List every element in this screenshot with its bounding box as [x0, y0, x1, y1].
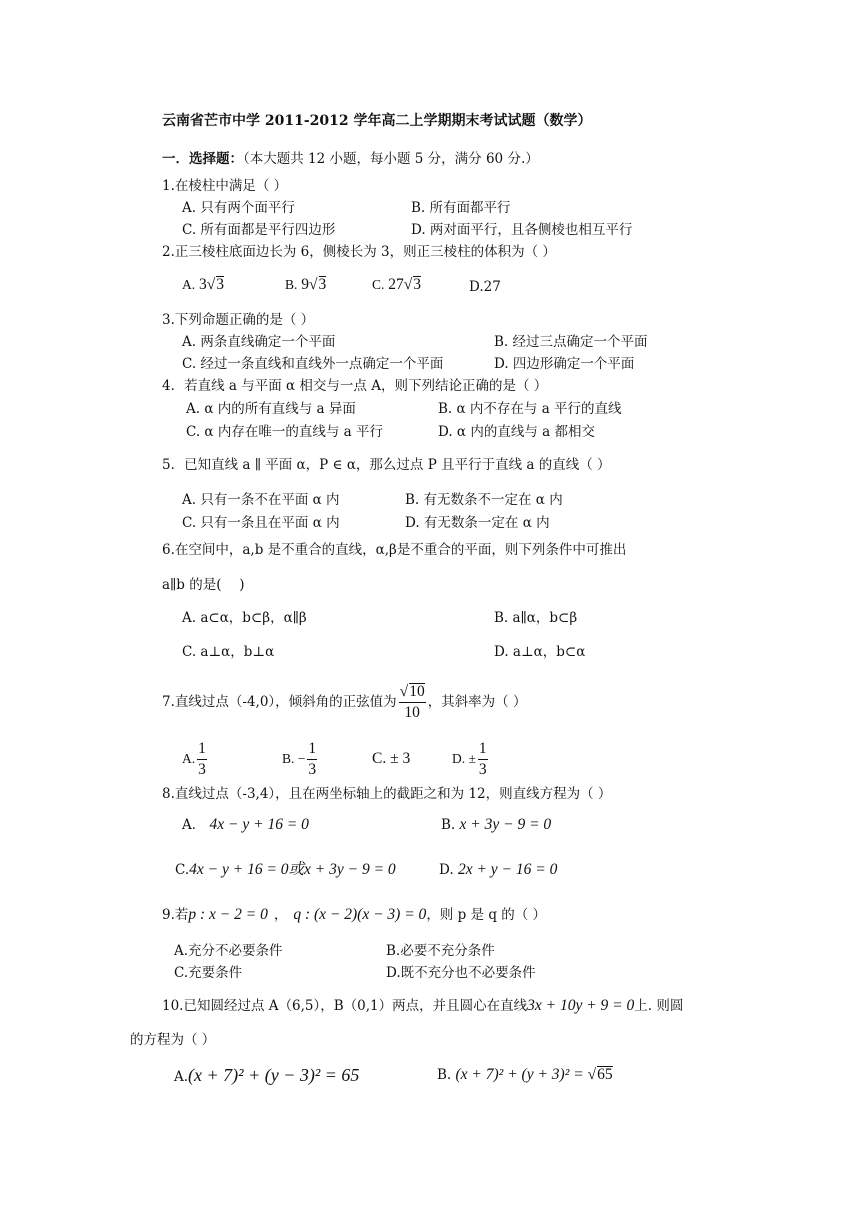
- section-header: [162, 150, 539, 168]
- q1-option-b: B. 所有面都平行: [411, 200, 511, 216]
- q9-stem-pre: 9.若: [162, 907, 189, 923]
- q2-option-a: A. 3√3: [182, 276, 225, 293]
- q8-c-equation: 4x − y + 16 = 0或x + 3y − 9 = 0: [189, 861, 396, 878]
- q5-option-b: B. 有无数条不一定在 α 内: [405, 492, 563, 508]
- q3-stem: 3.下列命题正确的是（ ）: [162, 312, 315, 328]
- q1-option-a: A. 只有两个面平行: [182, 200, 295, 216]
- q2-b-radicand: 3: [318, 276, 327, 293]
- q1-stem: 1.在棱柱中满足（ ）: [162, 178, 288, 194]
- q2-c-label: C.: [372, 277, 385, 292]
- q8-option-c: [175, 861, 396, 879]
- q7-frac-num: 10: [409, 683, 425, 700]
- q8-d-equation: 2x + y − 16 = 0: [457, 861, 558, 878]
- q10-stem: [162, 997, 683, 1015]
- q6-option-d: D. a⊥α，b⊂α: [494, 644, 586, 660]
- q2-a-coef: 3: [199, 276, 207, 293]
- q4-option-b: B. α 内不存在与 a 平行的直线: [438, 401, 622, 417]
- page-title: 云南省芒市中学 2011-2012 学年高二上学期期末考试试题（数学）: [162, 113, 592, 129]
- q7-a-label: A.: [182, 751, 196, 766]
- q10-a-label: A.: [174, 1069, 189, 1085]
- q1-option-c: C. 所有面都是平行四边形: [182, 222, 336, 238]
- q5-option-d: D. 有无数条一定在 α 内: [405, 515, 550, 531]
- q7-option-a: [182, 737, 209, 781]
- q7-d-fraction: [478, 739, 488, 780]
- q7-a-fraction: [197, 739, 207, 780]
- q10-line-equation: 3x + 10y + 9 = 0: [527, 997, 635, 1014]
- section-note: （本大题共 12 小题，每小题 5 分，满分 60 分.）: [243, 151, 539, 167]
- q4-stem: 4．若直线 a 与平面 α 相交与一点 A，则下列结论正确的是（ ）: [162, 378, 548, 394]
- q10-option-a: [174, 1066, 359, 1086]
- q6-stem: 6.在空间中，a,b 是不重合的直线，α,β是不重合的平面，则下列条件中可推出: [162, 542, 627, 558]
- q9-option-a: A.充分不必要条件: [174, 943, 283, 959]
- q3-option-a: A. 两条直线确定一个平面: [182, 334, 336, 350]
- q9-stem: [162, 906, 546, 924]
- q2-b-label: B.: [285, 277, 298, 292]
- q9-p-equation: p : x − 2 = 0: [188, 906, 268, 923]
- q10-stem-continued: 的方程为（ ）: [130, 1032, 216, 1048]
- q9-q-equation: q : (x − 2)(x − 3) = 0: [293, 906, 427, 923]
- q8-option-a: [182, 816, 309, 834]
- q1-option-d: D. 两对面平行，且各侧棱也相互平行: [411, 222, 633, 238]
- q7-option-c: C. ± 3: [372, 750, 411, 767]
- q8-a-label: A．: [182, 817, 206, 833]
- q10-option-b: B. (x + 7)² + (y + 3)² = √65: [437, 1066, 613, 1083]
- q4-option-c: C. α 内存在唯一的直线与 a 平行: [186, 424, 383, 440]
- q9-stem-post: ，则 p 是 q 的（ ）: [426, 907, 547, 923]
- q7-b-num: 1: [307, 739, 317, 760]
- q3-option-d: D. 四边形确定一个平面: [494, 356, 635, 372]
- q6-option-a: A. a⊂α，b⊂β，α∥β: [182, 610, 307, 626]
- q7-stem-post: ，其斜率为（ ）: [427, 694, 527, 710]
- q2-a-radicand: 3: [216, 276, 225, 293]
- q7-b-den: 3: [308, 760, 317, 778]
- q2-option-b: B. 9√3: [285, 276, 327, 293]
- q3-option-b: B. 经过三点确定一个平面: [494, 334, 648, 350]
- q7-sine-fraction: $\frac{√10}{10}$: [399, 683, 425, 721]
- q4-option-a: A. α 内的所有直线与 a 异面: [186, 401, 356, 417]
- q2-a-label: A.: [182, 277, 196, 292]
- q5-stem: 5．已知直线 a ∥ 平面 α，P ∈ α，那么过点 P 且平行于直线 a 的直线（ ）: [162, 457, 611, 473]
- q8-stem: 8.直线过点（-3,4），且在两坐标轴上的截距之和为 12，则直线方程为（ ）: [162, 786, 612, 802]
- q7-b-fraction: [307, 739, 317, 780]
- q2-c-radicand: 3: [413, 276, 422, 293]
- q10-b-radicand: 65: [597, 1066, 613, 1083]
- q9-option-d: D.既不充分也不必要条件: [386, 965, 536, 981]
- q9-option-c: C.充要条件: [174, 965, 243, 981]
- q6-stem-continued: a∥b 的是( ): [162, 577, 245, 593]
- q8-b-label: B.: [441, 817, 456, 833]
- q7-frac-den: 10: [404, 704, 420, 721]
- q8-option-b: [441, 816, 551, 834]
- q9-option-b: B.必要不充分条件: [386, 943, 495, 959]
- q2-b-coef: 9: [301, 276, 310, 293]
- q8-a-equation: 4x − y + 16 = 0: [209, 816, 309, 833]
- section-heading: 一．选择题：: [162, 151, 243, 167]
- q5-option-c: C. 只有一条且在平面 α 内: [182, 515, 340, 531]
- q7-d-den: 3: [478, 760, 487, 778]
- q7-a-num: 1: [197, 739, 207, 760]
- q8-b-equation: x + 3y − 9 = 0: [459, 816, 552, 833]
- q8-d-label: D.: [439, 862, 454, 878]
- q7-d-label: D. ±: [452, 751, 476, 766]
- q10-stem-post: 上. 则圆: [634, 998, 684, 1014]
- q7-stem-pre: 7.直线过点（-4,0），倾斜角的正弦值为: [162, 694, 397, 710]
- q7-a-den: 3: [198, 760, 206, 778]
- q7-option-b: [282, 737, 319, 781]
- q2-option-d: D.27: [469, 279, 501, 295]
- q2-stem: 2.正三棱柱底面边长为 6，侧棱长为 3，则正三棱柱的体积为（ ）: [162, 244, 556, 260]
- q7-option-d: [452, 737, 490, 781]
- q2-option-c: C. 27√3: [372, 276, 422, 293]
- q7-d-num: 1: [478, 739, 488, 760]
- q6-option-b: B. a∥α，b⊂β: [494, 610, 578, 626]
- q10-b-label: B.: [437, 1067, 452, 1083]
- q7-b-label: B. −: [282, 751, 306, 766]
- q9-separator: ，: [273, 907, 288, 923]
- q5-option-a: A. 只有一条不在平面 α 内: [182, 492, 340, 508]
- q10-a-equation: (x + 7)² + (y − 3)² = 65: [188, 1065, 360, 1085]
- q10-b-equation: (x + 7)² + (y + 3)² =: [455, 1066, 588, 1083]
- q7-stem: [162, 680, 526, 724]
- q10-stem-pre: 10.已知圆经过点 A（6,5），B（0,1）两点，并且圆心在直线: [162, 998, 528, 1014]
- q8-c-label: C.: [175, 862, 190, 878]
- q3-option-c: C. 经过一条直线和直线外一点确定一个平面: [182, 356, 444, 372]
- q6-option-c: C. a⊥α，b⊥α: [182, 644, 275, 660]
- q4-option-d: D. α 内的直线与 a 都相交: [438, 424, 595, 440]
- q8-option-d: [439, 861, 557, 879]
- q2-c-coef: 27: [388, 276, 404, 293]
